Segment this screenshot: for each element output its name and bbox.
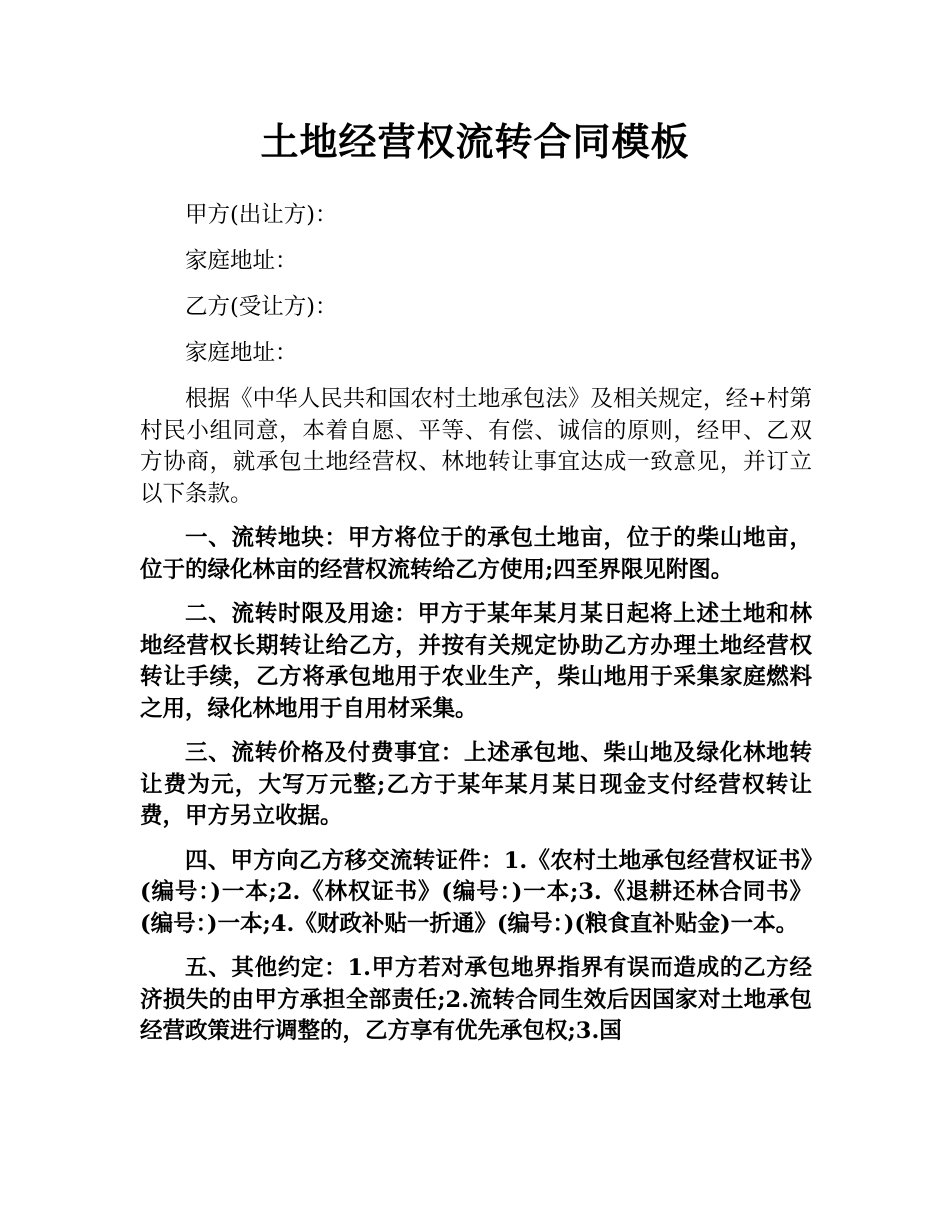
clause-1: 一、流转地块：甲方将位于的承包土地亩，位于的柴山地亩，位于的绿化林亩的经营权流转给乙方使用;四至界限见附图。: [140, 525, 812, 583]
clause-4: 四、甲方向乙方移交流转证件：1.《农村土地承包经营权证书》(编号：)一本;2.《林权证书》(编号：)一本;3.《退耕还林合同书》(编号：)一本;4.《财政补贴一折通》(编号：)(粮食直补贴金)一本。: [140, 847, 812, 937]
clause-5: 五、其他约定：1.甲方若对承包地界指界有误而造成的乙方经济损失的由甲方承担全部责任;2.流转合同生效后因国家对土地承包经营政策进行调整的，乙方享有优先承包权;3.国: [140, 955, 812, 1044]
clause-2: 二、流转时限及用途：甲方于某年某月某日起将上述土地和林地经营权长期转让给乙方，并按有关规定协助乙方办理土地经营权转让手续，乙方将承包地用于农业生产，柴山地用于采集家庭燃料之用，绿化林地用于自用材采集。: [140, 601, 812, 722]
party-a-address-field: 家庭地址：: [185, 248, 298, 274]
clause-3: 三、流转价格及付费事宜：上述承包地、柴山地及绿化林地转让费为元，大写万元整;乙方于某年某月某日现金支付经营权转让费，甲方另立收据。: [140, 740, 812, 829]
preamble-paragraph: 根据《中华人民共和国农村土地承包法》及相关规定，经+村第村民小组同意，本着自愿、平等、有偿、诚信的原则，经甲、乙双方协商，就承包土地经营权、林地转让事宜达成一致意见，并订立以下条款。: [140, 386, 812, 507]
document-title: 土地经营权流转合同模板: [260, 120, 690, 164]
party-a-field: 甲方(出让方)：: [185, 202, 338, 228]
party-b-address-field: 家庭地址：: [185, 340, 298, 366]
party-b-field: 乙方(受让方)：: [185, 294, 338, 320]
document-body: [140, 200, 812, 1048]
